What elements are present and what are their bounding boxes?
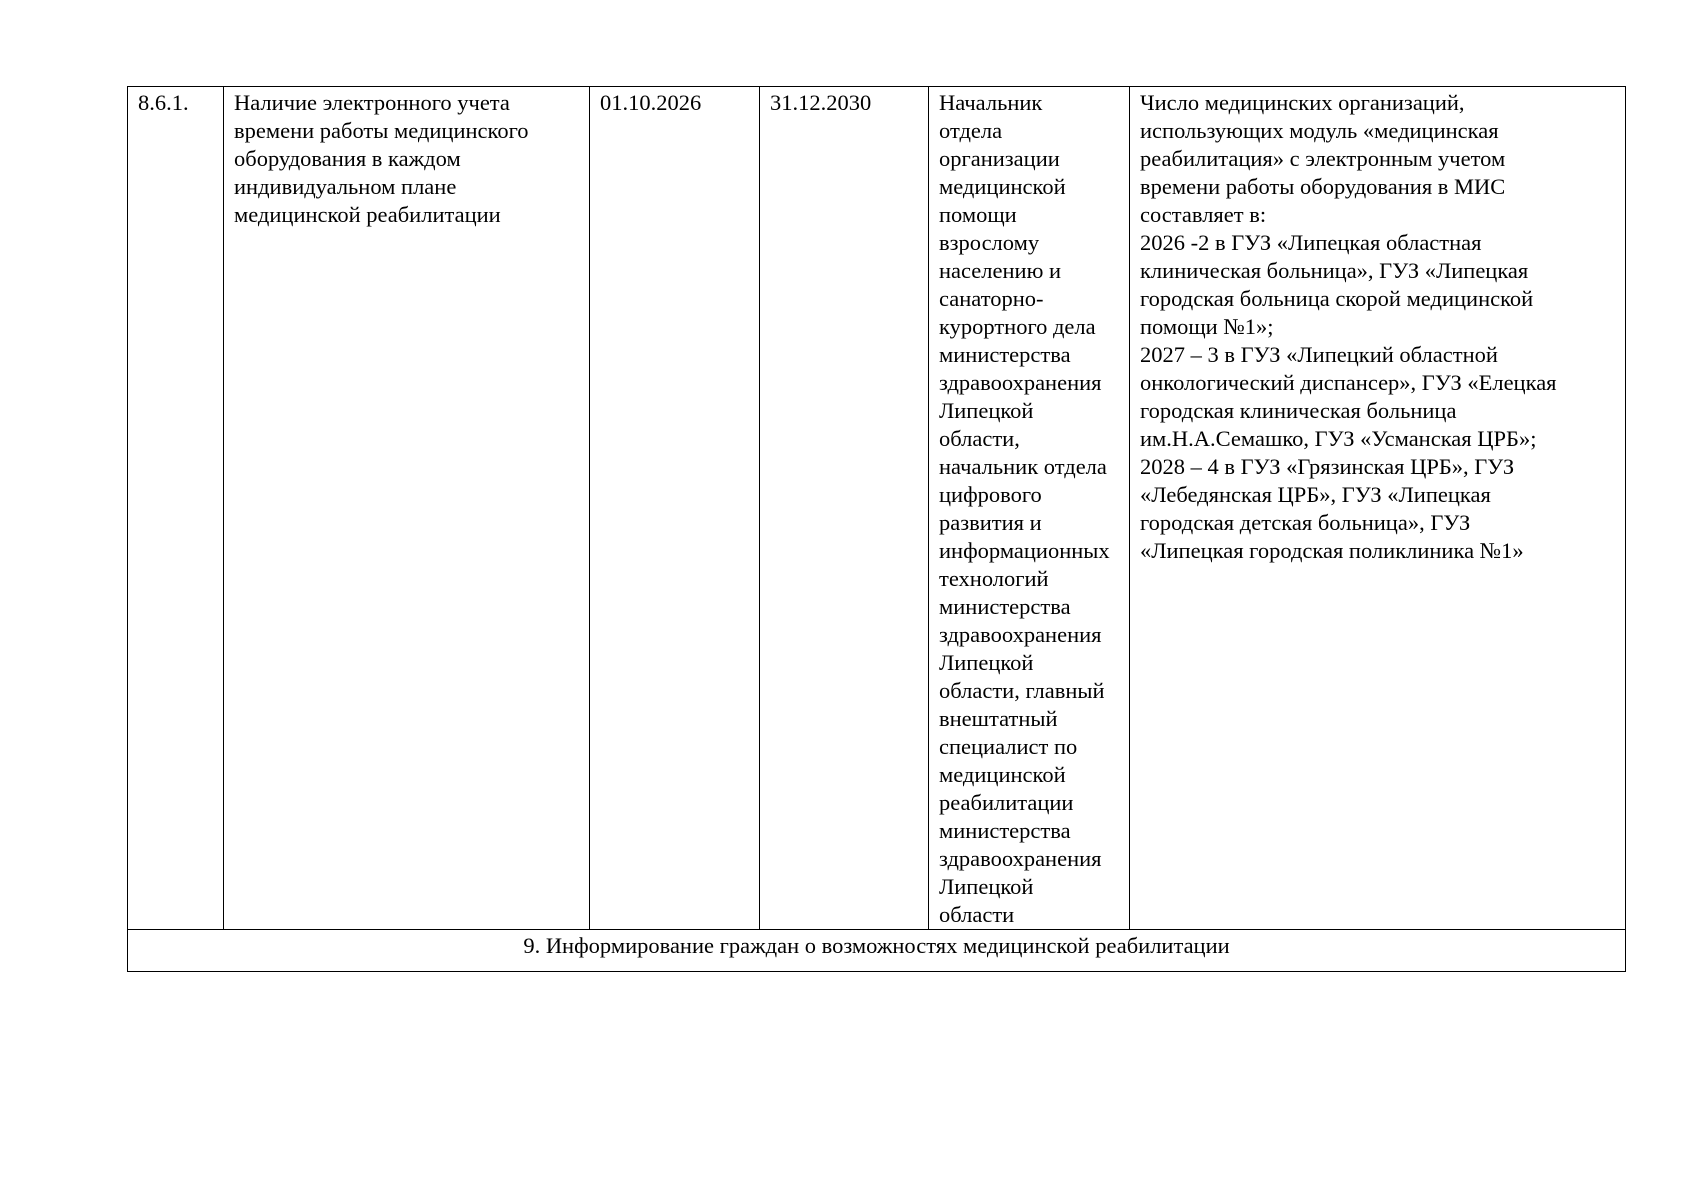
result-indicator-cell: Число медицинских организаций, использующих модуль «медицинская реабилитация» с электронным учетом времени работы оборудования в МИС составляет в: 2026 -2 в ГУЗ «Липецкая областная клиническая больница», ГУЗ «Липецкая городская больница скорой медицинской помощи №1»; 2027 – 3 в ГУЗ «Липецкий областной онкологический диспансер», ГУЗ «Елецкая городская клиническая больница им.Н.А.Семашко, ГУЗ «Усманская ЦРБ»; 2028 – 4 в ГУЗ «Грязинская ЦРБ», ГУЗ «Лебедянская ЦРБ», ГУЗ «Липецкая городская детская больница», ГУЗ «Липецкая городская поликлиника №1» <box>1130 87 1626 930</box>
end-date-cell: 31.12.2030 <box>760 87 929 930</box>
start-date-cell: 01.10.2026 <box>590 87 760 930</box>
section-heading: 9. Информирование граждан о возможностях медицинской реабилитации <box>128 930 1626 972</box>
section-heading-row <box>128 930 1626 972</box>
responsible-cell: Начальник отдела организации медицинской помощи взрослому населению и санаторно- курортного дела министерства здравоохранения Липецкой области, начальник отдела цифрового развития и информационных технологий министерства здравоохранения Липецкой области, главный внештатный специалист по медицинской реабилитации министерства здравоохранения Липецкой области <box>929 87 1130 930</box>
table-row <box>128 87 1626 930</box>
item-description-cell: Наличие электронного учета времени работы медицинского оборудования в каждом индивидуальном плане медицинской реабилитации <box>224 87 590 930</box>
item-number-cell: 8.6.1. <box>128 87 224 930</box>
document-table <box>127 86 1626 972</box>
